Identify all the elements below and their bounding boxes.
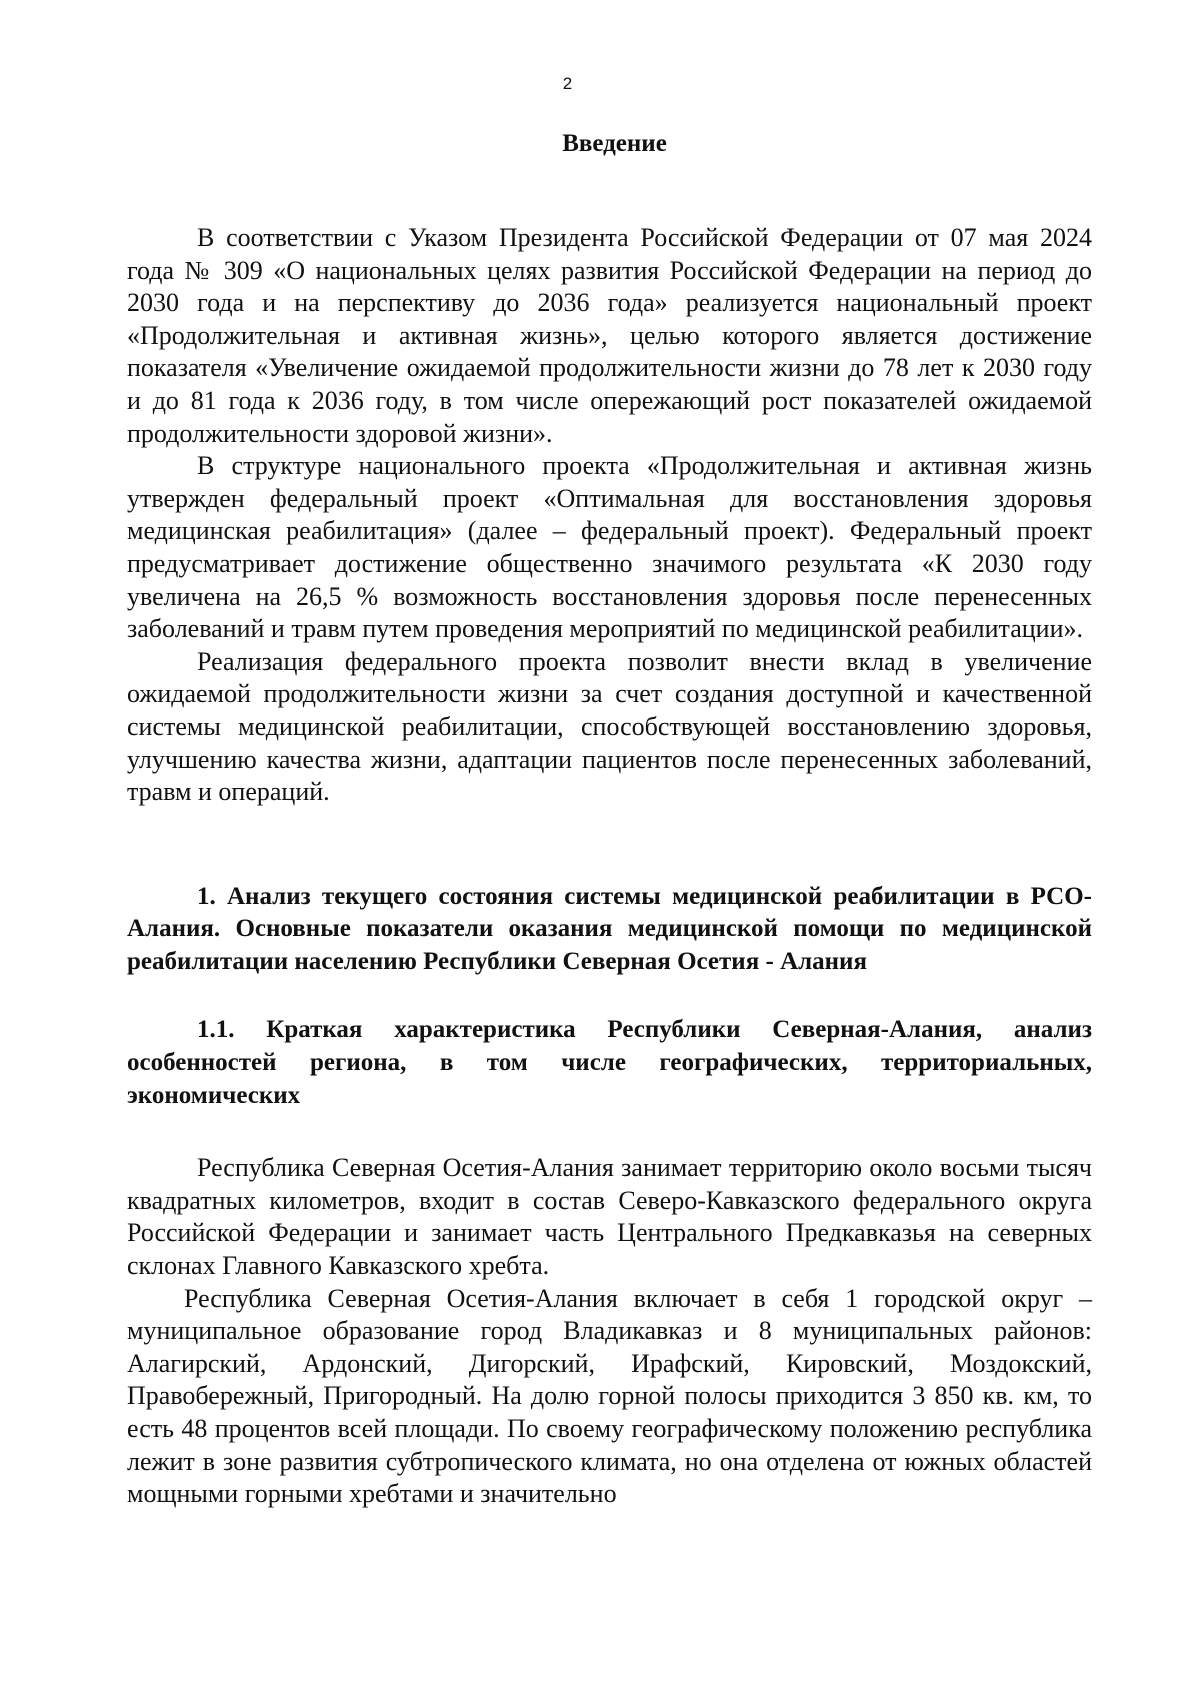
section-1-1-paragraph-2: Республика Северная Осетия-Алания включает в себя 1 городской округ – муниципальное образование город Владикавказ и 8 муниципальных районов: Алагирский, Ардонский, Дигорский, Ирафский, Кировский, Моздокский, Правобережный, Пригородный. На долю горной полосы приходится 3 850 кв. км, то есть 48 процентов всей площади. По своему географическому положению республика лежит в зоне развития субтропического климата, но она отделена от южных областей мощными горными хребтами и значительно: [127, 1283, 1092, 1509]
page-number: 2: [562, 74, 573, 93]
page-title: Введение: [562, 130, 667, 157]
intro-paragraph-2: В структуре национального проекта «Продолжительная и активная жизнь утвержден федеральный проект «Оптимальная для восстановления здоровья медицинская реабилитация» (далее – федеральный проект). Федеральный проект предусматривает достижение общественно значимого результата «К 2030 году увеличена на 26,5 % возможность восстановления здоровья после перенесенных заболеваний и травм путем проведения мероприятий по медицинской реабилитации».: [127, 451, 1092, 644]
section-1-1-paragraph-1: Республика Северная Осетия-Алания занимает территорию около восьми тысяч квадратных километров, входит в состав Северо-Кавказского федерального округа Российской Федерации и занимает часть Центрального Предкавказья на северных склонах Главного Кавказского хребта.: [127, 1153, 1092, 1281]
section-1-heading: 1. Анализ текущего состояния системы медицинской реабилитации в РСО-Алания. Основные показатели оказания медицинской помощи по медицинской реабилитации населению Республики Северная Осетия - Алания: [127, 882, 1092, 975]
intro-paragraph-3: Реализация федерального проекта позволит внести вклад в увеличение ожидаемой продолжительности жизни за счет создания доступной и качественной системы медицинской реабилитации, способствующей восстановлению здоровья, улучшению качества жизни, адаптации пациентов после перенесенных заболеваний, травм и операций.: [127, 646, 1092, 807]
page-content: [127, 128, 1092, 1511]
section-1-1-heading: 1.1. Краткая характеристика Республики Северная-Алания, анализ особенностей региона, в том числе географических, территориальных, экономических: [127, 1016, 1092, 1109]
intro-paragraph-1: В соответствии с Указом Президента Российской Федерации от 07 мая 2024 года № 309 «О национальных целях развития Российской Федерации на период до 2030 года и на перспективу до 2036 года» реализуется национальный проект «Продолжительная и активная жизнь», целью которого является достижение показателя «Увеличение ожидаемой продолжительности жизни до 78 лет к 2030 году и до 81 года к 2036 году, в том числе опережающий рост показателей ожидаемой продолжительности здоровой жизни».: [127, 223, 1092, 448]
